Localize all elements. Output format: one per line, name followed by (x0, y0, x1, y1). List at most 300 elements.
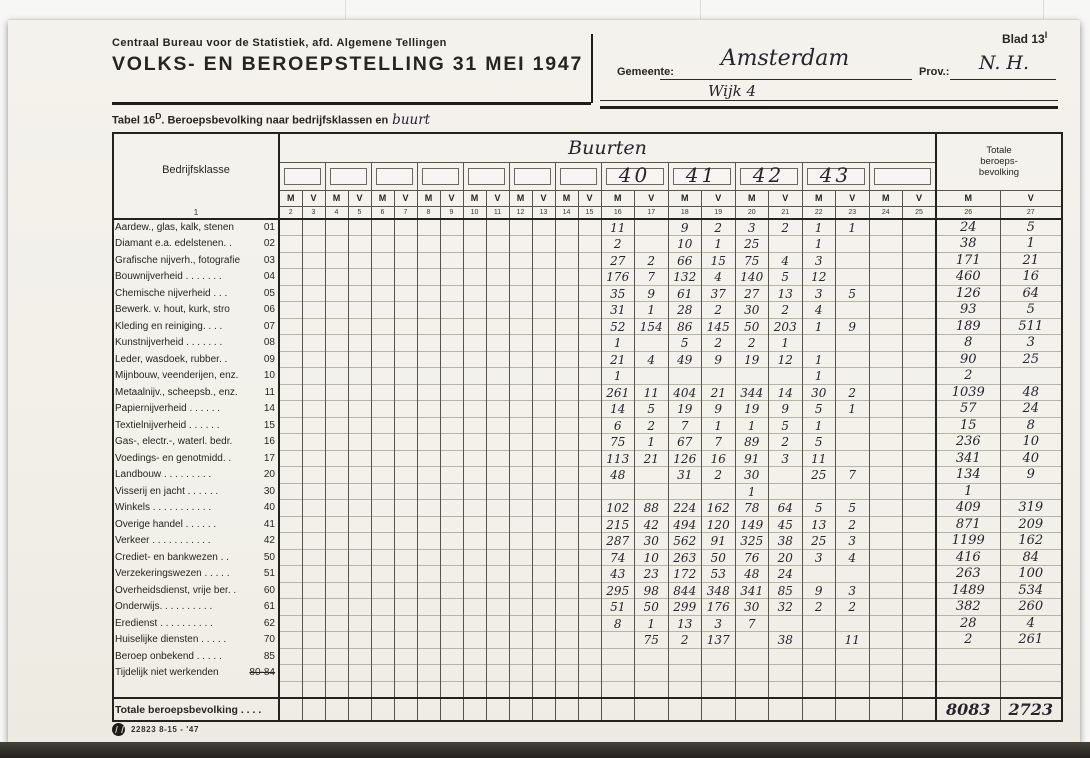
buurt-number-cell-empty (555, 162, 601, 190)
data-cell-empty (578, 566, 601, 583)
data-cell-empty (532, 318, 555, 335)
data-cell-empty (440, 533, 463, 550)
handwritten-count: 4 (714, 270, 723, 285)
handwritten-count: 224 (673, 501, 697, 516)
data-cell-empty (302, 434, 325, 451)
data-cell-empty (463, 648, 486, 665)
sex-column-header: M (325, 190, 348, 206)
data-cell (702, 549, 736, 566)
handwritten-count: 348 (706, 583, 730, 598)
data-cell-empty (869, 549, 903, 566)
data-cell-empty (394, 648, 417, 665)
handwritten-count: 27 (610, 253, 626, 268)
data-cell-empty (578, 285, 601, 302)
data-cell (702, 236, 736, 253)
table-row (113, 648, 1062, 665)
handwritten-total: 8 (964, 335, 973, 351)
data-cell (802, 483, 836, 500)
data-cell-empty (279, 269, 302, 286)
data-cell (702, 252, 736, 269)
data-cell-empty (348, 483, 371, 500)
data-cell-empty (371, 632, 394, 649)
data-cell (836, 252, 870, 269)
handwritten-count: 154 (639, 319, 663, 334)
handwritten-count: 8 (613, 616, 622, 631)
total-cell (1000, 467, 1062, 484)
handwritten-count: 102 (606, 501, 630, 516)
data-cell-empty (417, 533, 440, 550)
industry-code: 20 (263, 469, 275, 481)
buurt-number-cell-empty (417, 162, 463, 190)
data-cell-empty (440, 450, 463, 467)
handwritten-count: 295 (606, 583, 630, 598)
total-cell (1000, 632, 1062, 649)
handwritten-total: 3 (1026, 335, 1035, 351)
data-cell (769, 566, 803, 583)
data-cell-empty (532, 351, 555, 368)
data-cell (802, 335, 836, 352)
data-cell (668, 632, 702, 649)
handwritten-count: 2 (714, 303, 723, 318)
data-cell-empty (440, 368, 463, 385)
handwritten-count: 9 (814, 583, 823, 598)
data-cell (769, 252, 803, 269)
data-cell-empty (532, 252, 555, 269)
total-cell (936, 351, 1000, 368)
data-cell-empty (903, 351, 937, 368)
data-cell-empty (417, 302, 440, 319)
handwritten-count: 162 (706, 501, 730, 516)
column-number: 6 (371, 206, 394, 219)
handwritten-count: 9 (647, 286, 656, 301)
data-cell (836, 384, 870, 401)
data-cell (769, 351, 803, 368)
buurt-number-handwritten: 43 (819, 162, 852, 187)
data-cell-empty (302, 285, 325, 302)
handwritten-count: 494 (673, 517, 697, 532)
data-cell-empty (555, 632, 578, 649)
handwritten-total: 4 (1026, 615, 1035, 631)
data-cell-empty (869, 351, 903, 368)
data-cell-empty (509, 450, 532, 467)
data-cell-empty (869, 384, 903, 401)
data-cell-empty (463, 698, 486, 721)
data-cell (635, 351, 669, 368)
industry-code: 07 (263, 320, 275, 332)
table-row (113, 219, 1062, 236)
data-cell-empty (532, 483, 555, 500)
data-cell-empty (325, 533, 348, 550)
header-divider (591, 34, 593, 103)
data-cell-empty (509, 632, 532, 649)
row-label (113, 236, 279, 253)
industry-label: Diamant e.a. edelstenen. . (115, 238, 232, 250)
data-cell-empty (486, 368, 509, 385)
data-cell (668, 648, 702, 665)
handwritten-count: 3 (747, 221, 756, 235)
data-cell-empty (869, 417, 903, 434)
sex-column-header: V (635, 190, 669, 206)
data-cell-empty (555, 516, 578, 533)
column-number: 11 (486, 206, 509, 219)
data-cell (668, 434, 702, 451)
handwritten-count: 261 (606, 385, 630, 400)
data-cell-empty (555, 401, 578, 418)
column-number: 7 (394, 206, 417, 219)
data-cell-empty (348, 632, 371, 649)
handwritten-total: 416 (955, 549, 981, 565)
data-cell (635, 401, 669, 418)
data-cell-empty (578, 582, 601, 599)
handwritten-count: 172 (673, 567, 697, 582)
handwritten-count: 20 (777, 550, 793, 565)
data-cell-empty (509, 351, 532, 368)
data-cell (836, 368, 870, 385)
row-label (113, 302, 279, 319)
handwritten-count: 30 (744, 600, 760, 615)
data-cell (668, 252, 702, 269)
data-cell-empty (417, 252, 440, 269)
column-number: 12 (509, 206, 532, 219)
handwritten-count: 9 (714, 402, 723, 417)
data-cell (735, 335, 769, 352)
data-cell-empty (836, 681, 870, 698)
sex-column-header: V (836, 190, 870, 206)
data-cell (702, 467, 736, 484)
data-cell-empty (417, 467, 440, 484)
handwritten-count: 1 (781, 336, 790, 351)
table-row (113, 335, 1062, 352)
data-cell-empty (486, 483, 509, 500)
data-cell (702, 384, 736, 401)
sex-column-header: M (509, 190, 532, 206)
handwritten-count: 30 (744, 303, 760, 318)
data-cell-empty (869, 269, 903, 286)
handwritten-count: 1 (714, 237, 723, 252)
data-cell-empty (440, 236, 463, 253)
data-cell-empty (463, 516, 486, 533)
data-cell (635, 533, 669, 550)
data-cell-empty (325, 434, 348, 451)
data-cell-empty (279, 533, 302, 550)
data-cell (601, 434, 635, 451)
data-cell-empty (279, 335, 302, 352)
data-cell-empty (394, 566, 417, 583)
data-cell-empty (325, 302, 348, 319)
data-cell-empty (555, 533, 578, 550)
data-cell-empty (509, 417, 532, 434)
data-cell-empty (555, 335, 578, 352)
data-cell (802, 599, 836, 616)
handwritten-count: 88 (643, 501, 659, 516)
table-row (113, 285, 1062, 302)
data-cell (802, 632, 836, 649)
total-cell (936, 384, 1000, 401)
data-cell-empty (463, 467, 486, 484)
data-cell-empty (394, 351, 417, 368)
row-label (113, 285, 279, 302)
data-cell (635, 302, 669, 319)
handwritten-count: 140 (740, 270, 764, 285)
data-cell-empty (394, 236, 417, 253)
handwritten-total: 382 (955, 599, 981, 615)
data-cell-empty (578, 252, 601, 269)
data-cell-empty (279, 236, 302, 253)
data-cell-empty (302, 549, 325, 566)
handwritten-count: 91 (744, 451, 760, 466)
handwritten-total: 84 (1022, 549, 1040, 565)
total-cell (1000, 615, 1062, 632)
data-cell-empty (869, 665, 903, 682)
data-cell-empty (348, 351, 371, 368)
data-cell-empty (532, 467, 555, 484)
data-cell-empty (486, 582, 509, 599)
data-cell-empty (869, 648, 903, 665)
data-cell (735, 533, 769, 550)
total-cell (1000, 236, 1062, 253)
data-cell-empty (509, 285, 532, 302)
data-cell-empty (371, 434, 394, 451)
data-cell (769, 318, 803, 335)
data-cell-empty (417, 417, 440, 434)
handwritten-count: 2 (714, 336, 723, 351)
total-cell (1000, 219, 1062, 236)
handwritten-count: 64 (777, 501, 793, 516)
handwritten-count: 66 (677, 253, 693, 268)
handwritten-count: 2 (848, 600, 857, 615)
row-label (113, 434, 279, 451)
table-row (113, 566, 1062, 583)
handwritten-count: 562 (673, 534, 697, 549)
data-cell-empty (394, 599, 417, 616)
grand-total-cell (936, 698, 1000, 721)
data-cell (601, 236, 635, 253)
total-cell (1000, 269, 1062, 286)
handwritten-count: 32 (777, 600, 793, 615)
data-cell (802, 549, 836, 566)
handwritten-count: 25 (744, 237, 760, 252)
data-cell (802, 252, 836, 269)
industry-label: Overheidsdienst, vrije ber. . (115, 584, 237, 596)
data-cell-empty (279, 252, 302, 269)
data-cell-empty (903, 681, 937, 698)
data-cell-empty (486, 401, 509, 418)
data-cell (735, 450, 769, 467)
data-cell-empty (509, 681, 532, 698)
data-cell-empty (735, 698, 769, 721)
data-cell-empty (486, 417, 509, 434)
data-cell-empty (802, 681, 836, 698)
data-cell (635, 236, 669, 253)
data-cell (601, 500, 635, 517)
data-cell-empty (394, 615, 417, 632)
data-cell (735, 467, 769, 484)
handwritten-count: 1 (814, 418, 823, 433)
data-cell (735, 219, 769, 236)
data-cell (601, 582, 635, 599)
data-cell-empty (348, 450, 371, 467)
data-cell-empty (903, 335, 937, 352)
totals-column-header (936, 133, 1062, 190)
data-cell-empty (394, 549, 417, 566)
buurt-code-box (874, 168, 932, 185)
total-cell (1000, 665, 1062, 682)
data-cell-empty (486, 285, 509, 302)
data-cell-empty (463, 236, 486, 253)
handwritten-total: 24 (1022, 401, 1040, 417)
row-label (113, 500, 279, 517)
total-cell (1000, 368, 1062, 385)
data-cell (601, 599, 635, 616)
table-row (113, 368, 1062, 385)
data-cell-empty (463, 351, 486, 368)
industry-code: 06 (263, 304, 275, 316)
data-cell-empty (302, 335, 325, 352)
sex-column-header: M (936, 190, 1000, 206)
data-cell-empty (417, 615, 440, 632)
handwritten-total: 134 (955, 467, 981, 483)
data-cell (601, 269, 635, 286)
data-cell-empty (769, 698, 803, 721)
data-cell (601, 401, 635, 418)
data-cell-empty (371, 351, 394, 368)
data-cell-empty (578, 516, 601, 533)
handwritten-total: 1489 (951, 582, 985, 598)
data-cell-empty (509, 615, 532, 632)
data-cell-empty (394, 417, 417, 434)
handwritten-total: 8 (1026, 417, 1035, 433)
data-cell (601, 302, 635, 319)
data-cell-empty (394, 384, 417, 401)
data-cell (802, 533, 836, 550)
data-cell-empty (325, 566, 348, 583)
total-cell (936, 533, 1000, 550)
data-cell-empty (869, 500, 903, 517)
industry-code: 11 (264, 386, 275, 398)
data-cell-empty (279, 665, 302, 682)
data-cell (836, 566, 870, 583)
data-cell-empty (302, 615, 325, 632)
data-cell-empty (279, 549, 302, 566)
sex-column-header: M (371, 190, 394, 206)
handwritten-count: 6 (613, 418, 622, 433)
data-cell-empty (279, 285, 302, 302)
data-cell-empty (325, 483, 348, 500)
data-cell-empty (532, 516, 555, 533)
data-cell-empty (532, 368, 555, 385)
grand-total-cell (1000, 698, 1062, 721)
data-cell (802, 615, 836, 632)
data-cell (836, 285, 870, 302)
data-cell (769, 665, 803, 682)
data-cell (802, 236, 836, 253)
handwritten-count: 2 (680, 633, 689, 648)
data-cell-empty (348, 615, 371, 632)
data-cell (702, 285, 736, 302)
data-cell (836, 450, 870, 467)
data-cell-empty (279, 599, 302, 616)
data-cell (836, 483, 870, 500)
data-cell-empty (325, 417, 348, 434)
handwritten-count: 2 (647, 253, 656, 268)
total-cell (1000, 335, 1062, 352)
data-cell-empty (440, 219, 463, 236)
column-number: 8 (417, 206, 440, 219)
data-cell-empty (348, 533, 371, 550)
data-cell-empty (555, 285, 578, 302)
data-cell (836, 335, 870, 352)
data-cell-empty (769, 681, 803, 698)
data-cell (635, 648, 669, 665)
data-cell-empty (555, 615, 578, 632)
data-cell-empty (869, 318, 903, 335)
column-number: 21 (769, 206, 803, 219)
row-label (113, 351, 279, 368)
data-cell (668, 582, 702, 599)
data-cell (802, 648, 836, 665)
handwritten-count: 3 (814, 253, 823, 268)
sex-column-header: M (417, 190, 440, 206)
data-cell-empty (578, 632, 601, 649)
data-cell-empty (509, 302, 532, 319)
print-code: 22823 8-15 - '47 (131, 725, 199, 734)
handwritten-count: 48 (744, 567, 760, 582)
data-cell-empty (348, 401, 371, 418)
data-cell-empty (371, 698, 394, 721)
data-cell (635, 549, 669, 566)
data-cell (635, 285, 669, 302)
data-cell-empty (279, 302, 302, 319)
data-cell-empty (903, 302, 937, 319)
data-cell-empty (302, 533, 325, 550)
data-cell (802, 401, 836, 418)
total-cell (936, 318, 1000, 335)
data-cell-empty (440, 351, 463, 368)
data-cell-empty (348, 599, 371, 616)
sex-column-header: V (578, 190, 601, 206)
sex-column-header: M (279, 190, 302, 206)
data-cell-empty (302, 384, 325, 401)
industry-code: 30 (263, 485, 275, 497)
data-cell-empty (869, 285, 903, 302)
data-cell (802, 500, 836, 517)
data-cell-empty (555, 549, 578, 566)
handwritten-count: 74 (610, 550, 626, 565)
handwritten-count: 3 (848, 583, 857, 598)
buurt-number-handwritten: 42 (752, 162, 785, 187)
handwritten-count: 344 (740, 385, 764, 400)
table-row (113, 615, 1062, 632)
data-cell-empty (486, 632, 509, 649)
industry-label: Beroep onbekend . . . . . (115, 650, 222, 662)
handwritten-total: 24 (959, 220, 977, 235)
table-row (113, 500, 1062, 517)
data-cell (635, 450, 669, 467)
data-cell (769, 236, 803, 253)
data-cell-empty (394, 434, 417, 451)
handwritten-count: 3 (781, 451, 790, 466)
data-cell-empty (463, 632, 486, 649)
data-cell-empty (302, 302, 325, 319)
scan-artifact-line (1043, 0, 1044, 20)
data-cell-empty (555, 417, 578, 434)
data-cell-empty (869, 582, 903, 599)
data-cell (601, 384, 635, 401)
total-cell (936, 467, 1000, 484)
row-label (113, 401, 279, 418)
data-cell-empty (532, 450, 555, 467)
handwritten-count: 89 (744, 435, 760, 450)
